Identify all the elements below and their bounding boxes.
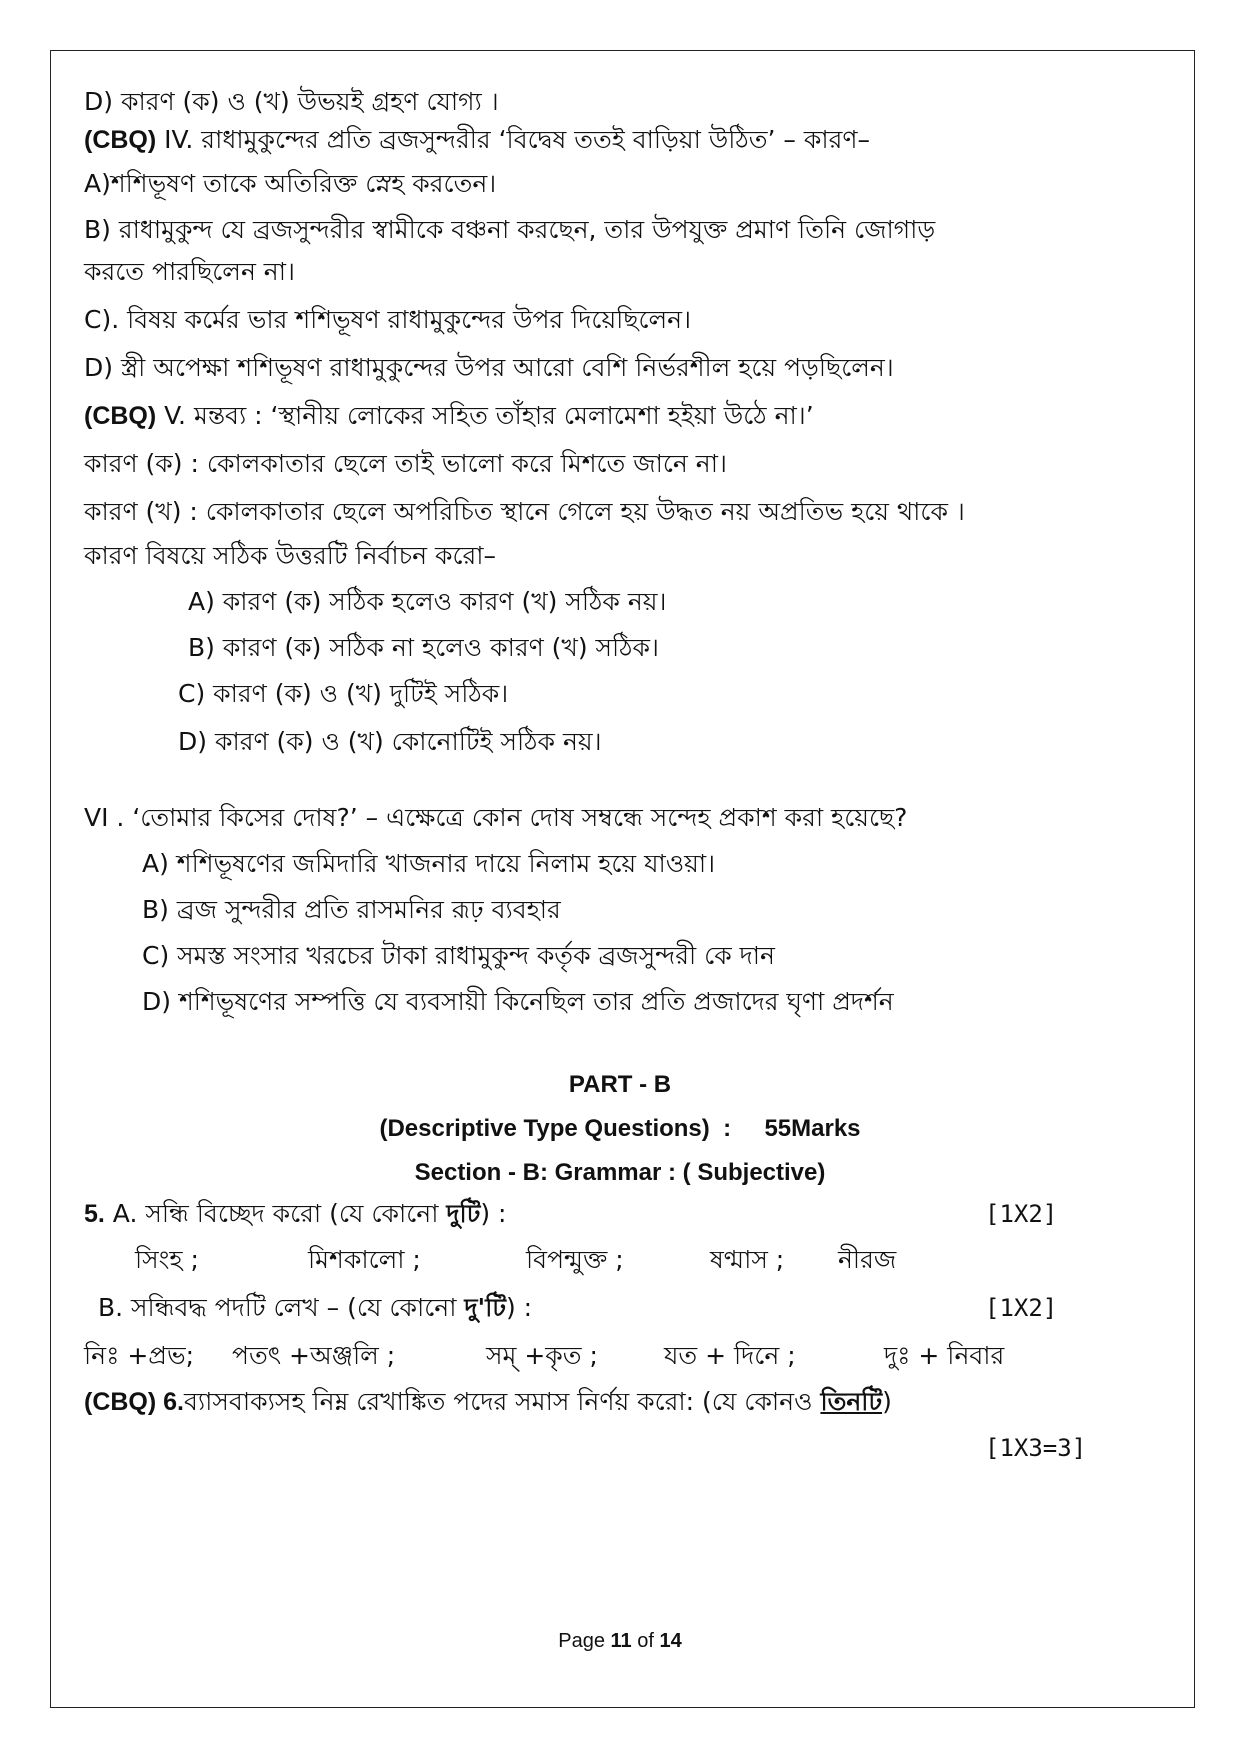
page-of-label: of bbox=[631, 1630, 660, 1652]
q5a-word-5: নীরজ bbox=[838, 1245, 897, 1274]
q6-samas-heading bbox=[84, 1384, 892, 1420]
q5a-count: দুটি bbox=[446, 1199, 481, 1228]
part-b-subtitle: (Descriptive Type Questions) : 55Marks bbox=[379, 1115, 861, 1142]
q5b-word-3: সম্ +কৃত ; bbox=[486, 1341, 598, 1370]
q5a-word-2: মিশকালো ; bbox=[308, 1245, 421, 1274]
q5-text: V. মন্তব্য : ‘স্থানীয় লোকের সহিত তাঁহার মেলামেশা হইয়া উঠে না।’ bbox=[156, 401, 814, 430]
q5b-heading bbox=[98, 1290, 532, 1326]
q5-number: 5. bbox=[84, 1200, 105, 1228]
q6-option-b: B) ব্রজ সুন্দরীর প্রতি রাসমনির রূঢ় ব্যবহার bbox=[142, 895, 561, 924]
q5a-text-post: ) : bbox=[480, 1199, 507, 1228]
q6-option-d: D) শশিভূষণের সম্পত্তি যে ব্যবসায়ী কিনেছিল তার প্রতি প্রজাদের ঘৃণা প্রদর্শন bbox=[142, 987, 894, 1016]
q4-option-c: C). বিষয় কর্মের ভার শশিভূষণ রাধামুকুন্দের উপর দিয়েছিলেন। bbox=[84, 305, 692, 334]
q4-cbq-tag: (CBQ) bbox=[84, 126, 157, 154]
q5a-heading bbox=[84, 1196, 506, 1232]
section-b-title: Section - B: Grammar : ( Subjective) bbox=[414, 1159, 826, 1186]
q5b-marks: [1X2] bbox=[985, 1294, 1058, 1322]
q5a-text-pre: A. সন্ধি বিচ্ছেদ করো (যে কোনো bbox=[104, 1199, 447, 1228]
q5b-text-post: ) : bbox=[505, 1293, 533, 1322]
q5a-word-4: ষণ্মাস ; bbox=[710, 1245, 785, 1274]
q5-heading bbox=[84, 398, 814, 434]
q6-samas-marks: [1X3=3] bbox=[985, 1434, 1087, 1462]
q5-cbq-tag: (CBQ) bbox=[84, 402, 157, 430]
q5-instruction: কারণ বিষয়ে সঠিক উত্তরটি নির্বাচন করো– bbox=[84, 541, 497, 570]
q6-samas-count: তিনটি bbox=[820, 1387, 883, 1416]
q5b-word-5: দুঃ + নিবার bbox=[884, 1341, 1005, 1370]
q5b-word-2: পতৎ +অঞ্জলি ; bbox=[232, 1341, 396, 1370]
q5b-count: দু'টি bbox=[464, 1293, 506, 1322]
q4-text: IV. রাধামুকুন্দের প্রতি ব্রজসুন্দরীর ‘বিদ্বেষ ততই বাড়িয়া উঠিত’ – কারণ– bbox=[156, 125, 870, 154]
q6-samas-text-pre: ব্যাসবাক্যসহ নিম্ন রেখাঙ্কিত পদের সমাস নির্ণয় করো: (যে কোনও bbox=[184, 1387, 821, 1416]
q5b-text-pre: B. সন্ধিবদ্ধ পদটি লেখ – (যে কোনো bbox=[98, 1293, 465, 1322]
page-footer bbox=[0, 1630, 1240, 1653]
q6-samas-text-post: ) bbox=[882, 1387, 892, 1416]
q5-option-a: A) কারণ (ক) সঠিক হলেও কারণ (খ) সঠিক নয়। bbox=[188, 587, 667, 616]
q5-option-d: D) কারণ (ক) ও (খ) কোনোটিই সঠিক নয়। bbox=[178, 727, 602, 756]
q5a-marks: [1X2] bbox=[985, 1200, 1058, 1228]
q5b-word-4: যত + দিনে ; bbox=[664, 1341, 796, 1370]
q4-option-b-line2: করতে পারছিলেন না। bbox=[84, 257, 295, 286]
q5-reason-2: কারণ (খ) : কোলকাতার ছেলে অপরিচিত স্থানে গেলে হয় উদ্ধত নয় অপ্রতিভ হয়ে থাকে । bbox=[84, 497, 965, 526]
q5-option-c: C) কারণ (ক) ও (খ) দুটিই সঠিক। bbox=[178, 679, 509, 708]
q6-cbq-tag: (CBQ) 6. bbox=[84, 1388, 184, 1416]
q5a-word-1: সিংহ ; bbox=[135, 1245, 199, 1274]
q5b-word-1: নিঃ +প্রভ; bbox=[84, 1341, 195, 1370]
q4-option-a: A)শশিভূষণ তাকে অতিরিক্ত স্নেহ করতেন। bbox=[84, 169, 497, 198]
q5a-word-3: বিপন্মুক্ত ; bbox=[526, 1245, 624, 1274]
q4-option-b-line1: B) রাধামুকুন্দ যে ব্রজসুন্দরীর স্বামীকে বঞ্চনা করছেন, তার উপযুক্ত প্রমাণ তিনি জোগাড় bbox=[84, 215, 936, 244]
q6-option-a: A) শশিভূষণের জমিদারি খাজনার দায়ে নিলাম হয়ে যাওয়া। bbox=[142, 849, 716, 878]
page-number: 11 bbox=[610, 1630, 632, 1652]
q4-heading bbox=[84, 122, 870, 158]
part-b-title: PART - B bbox=[568, 1071, 672, 1098]
q6-option-c: C) সমস্ত সংসার খরচের টাকা রাধামুকুন্দ কর্তৃক ব্রজসুন্দরী কে দান bbox=[142, 941, 775, 970]
q5-option-b: B) কারণ (ক) সঠিক না হলেও কারণ (খ) সঠিক। bbox=[188, 633, 659, 662]
q4-option-d: D) স্ত্রী অপেক্ষা শশিভূষণ রাধামুকুন্দের উপর আরো বেশি নির্ভরশীল হয়ে পড়ছিলেন। bbox=[84, 353, 894, 382]
q5-reason-1: কারণ (ক) : কোলকাতার ছেলে তাই ভালো করে মিশতে জানে না। bbox=[84, 449, 727, 478]
page-label: Page bbox=[558, 1630, 611, 1652]
q6-heading: VI . ‘তোমার কিসের দোষ?’ – এক্ষেত্রে কোন দোষ সম্বন্ধে সন্দেহ প্রকাশ করা হয়েছে? bbox=[84, 803, 908, 832]
page-total: 14 bbox=[659, 1630, 682, 1652]
q3-option-d: D) কারণ (ক) ও (খ) উভয়ই গ্রহণ যোগ্য । bbox=[84, 87, 499, 116]
